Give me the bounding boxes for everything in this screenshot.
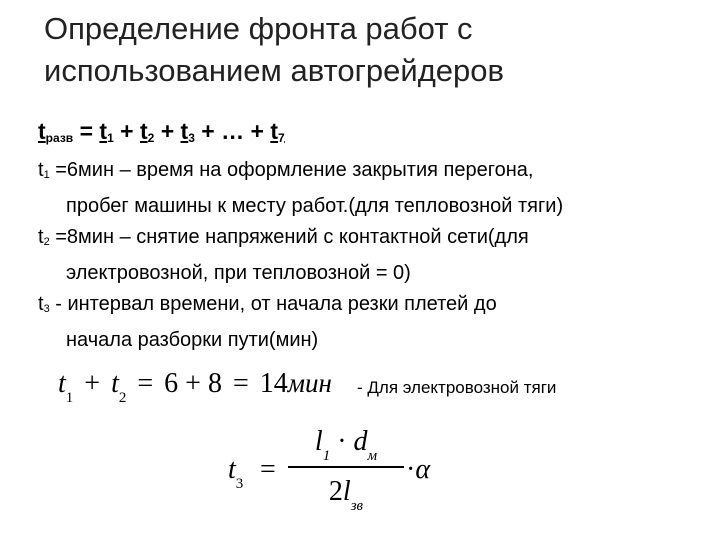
formula-eq: = — [79, 118, 93, 144]
lhs-var: t — [38, 118, 46, 144]
formula-plus-4: + — [250, 118, 264, 144]
eq1-result: 14 — [259, 368, 288, 399]
eq1-b-var: t — [111, 368, 119, 399]
t1-var: t — [99, 118, 108, 144]
def-text-line-1: =8мин – снятие напряжений с контактной сети(для — [55, 226, 529, 248]
lhs-sub: разв — [45, 131, 74, 145]
tail-alpha: α — [415, 454, 431, 485]
def-sub: 3 — [43, 303, 50, 315]
def-var: t — [38, 159, 44, 181]
slide-title — [44, 8, 704, 92]
den-var: l — [342, 476, 351, 507]
def-text-line-1: - интервал времени, от начала резки плетей до — [55, 293, 497, 315]
eq2-tail — [406, 454, 430, 486]
eq1-unit: мин — [287, 368, 332, 398]
def-text-line-2: электровозной, при тепловозной = 0) — [66, 262, 411, 284]
t3-var: t — [180, 118, 189, 144]
t7-var: t — [270, 118, 279, 144]
formula-t7 — [270, 118, 284, 145]
tail-dot: · — [406, 454, 416, 485]
t2-var: t — [139, 118, 148, 144]
def-text-line-2: начала разборки пути(мин) — [66, 329, 319, 351]
eq1-equals-2: = — [232, 368, 249, 399]
def-symbol — [38, 226, 50, 248]
formula-t1 — [99, 118, 113, 145]
den-sub: зв — [350, 498, 364, 514]
num-b-var: d — [353, 426, 368, 457]
eq1-plus: + — [84, 368, 101, 399]
formula-t3 — [181, 118, 195, 145]
eq2-denominator — [288, 470, 404, 514]
den-coef: 2 — [328, 476, 343, 507]
formula-lhs — [38, 118, 73, 145]
def-text-line-1: =6мин – время на оформление закрытия перегона, — [55, 159, 534, 181]
formula-plus-3: + — [201, 118, 215, 144]
main-formula — [38, 118, 285, 152]
def-symbol — [38, 293, 50, 315]
num-a-var: l — [314, 426, 323, 457]
fraction-bar — [288, 466, 404, 468]
eq1-b-sub: 2 — [118, 390, 127, 406]
t7-sub: 7 — [278, 131, 285, 145]
eq2-equals: = — [260, 454, 276, 485]
equation-t1-t2-sum — [58, 368, 332, 412]
eq1-equals-1: = — [137, 368, 154, 399]
t3-sub: 3 — [188, 131, 195, 145]
def-sub: 2 — [43, 236, 50, 248]
formula-plus-1: + — [120, 118, 134, 144]
title-line-1: Определение фронта работ с — [44, 11, 473, 46]
def-var: t — [38, 293, 44, 315]
def-text-line-2: пробег машины к месту работ.(для тепловозной тяги) — [66, 195, 564, 217]
eq1-a-var: t — [58, 368, 66, 399]
def-var: t — [38, 226, 44, 248]
def-symbol — [38, 159, 50, 181]
num-a-sub: 1 — [322, 448, 331, 464]
eq2-lhs-var: t — [228, 454, 236, 485]
formula-plus-2: + — [160, 118, 175, 144]
eq2-fraction — [288, 420, 404, 514]
title-line-2: использованием автогрейдеров — [44, 53, 504, 88]
definition-t2 — [38, 222, 698, 289]
t1-sub: 1 — [107, 131, 114, 145]
eq2-lhs — [228, 454, 243, 493]
eq2-numerator — [288, 420, 404, 464]
num-dot: · — [337, 426, 347, 457]
definition-t1 — [38, 155, 698, 222]
formula-dots: … — [221, 118, 245, 144]
definition-t3 — [38, 289, 698, 356]
definitions-list — [38, 155, 698, 356]
eq1-a-sub: 1 — [65, 390, 74, 406]
eq1-note: - Для электровозной тяги — [357, 378, 557, 397]
def-sub: 1 — [43, 169, 50, 181]
t2-sub: 2 — [147, 131, 155, 145]
num-b-sub: м — [367, 448, 378, 464]
eq2-lhs-sub: 3 — [235, 476, 244, 492]
formula-t2 — [140, 118, 154, 145]
eq1-expression: 6 + 8 — [164, 368, 222, 399]
